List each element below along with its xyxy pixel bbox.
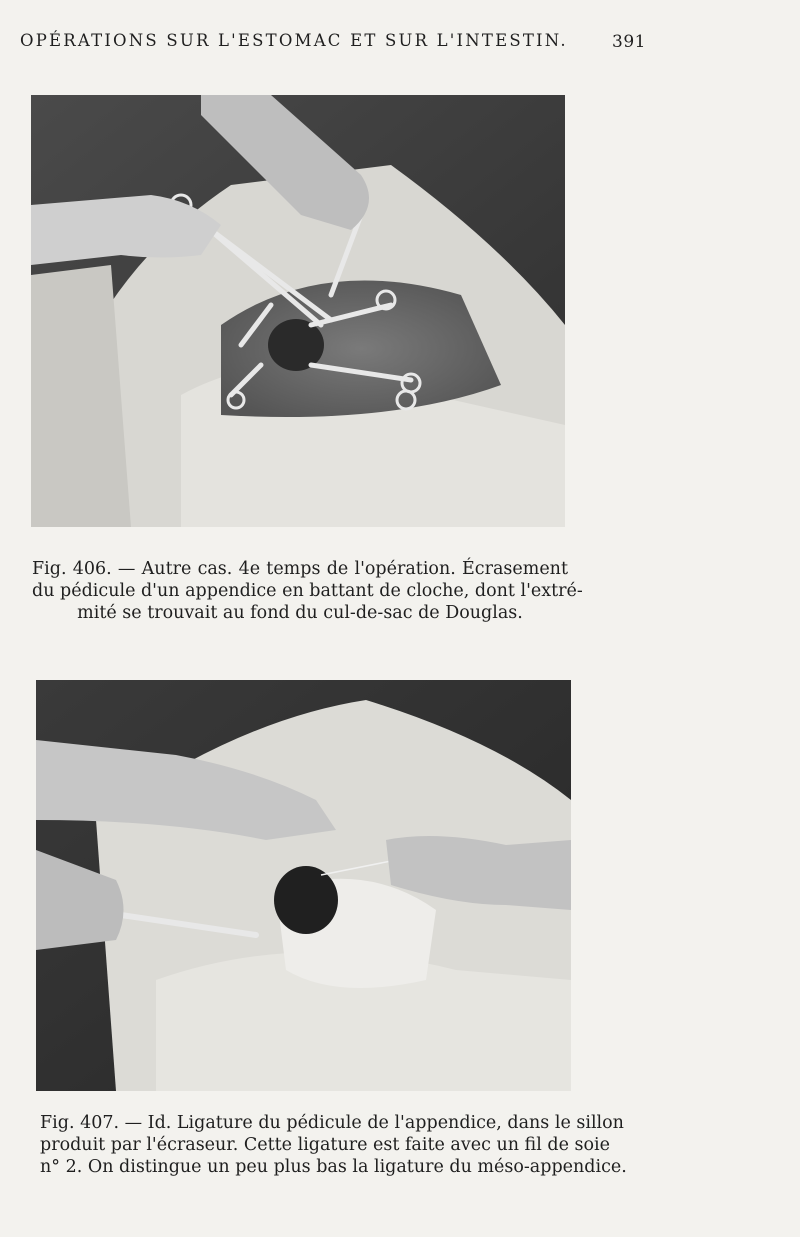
figure-406-photograph bbox=[31, 95, 565, 527]
surgical-photograph-icon bbox=[31, 95, 565, 527]
surgical-photograph-icon bbox=[36, 680, 571, 1091]
figure-406-caption bbox=[32, 558, 583, 624]
caption-line: n° 2. On distingue un peu plus bas la ligature du méso-appendice. bbox=[40, 1157, 627, 1177]
figure-407-caption bbox=[40, 1112, 627, 1178]
caption-line: Fig. 407. — Id. Ligature du pédicule de l'appendice, dans le sillon bbox=[40, 1113, 624, 1133]
running-head: OPÉRATIONS SUR L'ESTOMAC ET SUR L'INTESTIN. bbox=[20, 31, 568, 50]
caption-line: mité se trouvait au fond du cul-de-sac de Douglas. bbox=[77, 603, 523, 623]
caption-line: produit par l'écraseur. Cette ligature est faite avec un fil de soie bbox=[40, 1135, 610, 1155]
caption-line: Fig. 406. — Autre cas. 4e temps de l'opération. Écrasement bbox=[32, 559, 568, 579]
caption-line: du pédicule d'un appendice en battant de cloche, dont l'extré- bbox=[32, 581, 583, 601]
figure-407-photograph bbox=[36, 680, 571, 1091]
page-number: 391 bbox=[612, 32, 646, 52]
